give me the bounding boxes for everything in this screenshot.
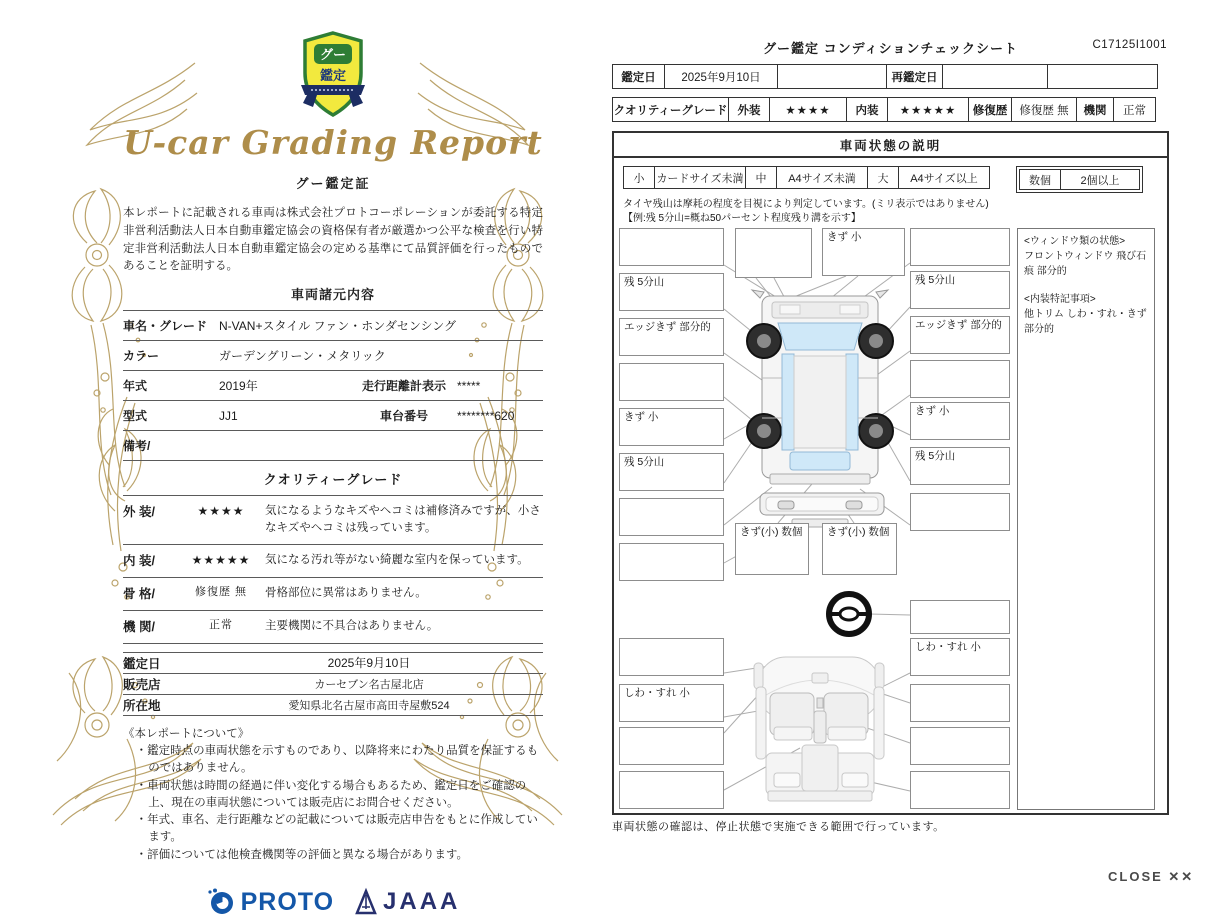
- info-value: カーセブン名古屋北店: [314, 678, 424, 691]
- badge-bottom-label: 鑑定: [319, 68, 347, 83]
- grade-row-exterior: [123, 495, 543, 543]
- damage-note-box: きず 小: [910, 402, 1010, 440]
- about-heading: 《本レポートについて》: [123, 727, 250, 740]
- quality-grade-summary-table: [612, 97, 1169, 122]
- exterior-label-cell: 外装: [728, 97, 770, 122]
- car-interior-view: [754, 657, 884, 801]
- spec-label: 備考/: [123, 439, 151, 454]
- damage-note-box: [910, 360, 1010, 398]
- grade-description: 気になる汚れ等がない綺麗な室内を保っています。: [265, 553, 529, 566]
- grade-row-interior: [123, 544, 543, 577]
- spec-value: 2019年: [219, 379, 258, 394]
- damage-note-box: エッジきず 部分的: [619, 318, 724, 356]
- redate-value-cell: [942, 64, 1048, 89]
- size-large-value: A4サイズ以上: [898, 166, 990, 189]
- count-value: 2個以上: [1060, 169, 1140, 190]
- jaaa-logo: [354, 888, 460, 916]
- damage-note-box: きず 小: [822, 228, 905, 276]
- grade-value: 修復歴 無: [194, 585, 248, 598]
- damage-note-box: [619, 228, 724, 266]
- redate-empty-cell: [1047, 64, 1158, 89]
- mechanical-value-cell: 正常: [1113, 97, 1156, 122]
- exterior-stars-cell: ★★★★: [769, 97, 847, 122]
- proto-logo-icon: [206, 888, 236, 916]
- size-medium-key: 中: [745, 166, 777, 189]
- grade-label: 骨 格/: [123, 586, 155, 601]
- window-status-value: フロントウィンドウ 飛び石痕 部分的: [1024, 251, 1147, 277]
- about-item: ・ 車両状態は時間の経過に伴い変化する場合もあるため、鑑定日をご確認の上、現在の車両状態については販売店にお問合せください。: [123, 778, 543, 813]
- grade-label: 内 装/: [123, 553, 155, 568]
- appraisal-info-table: [123, 652, 543, 716]
- spec-section-heading: 車両諸元内容: [290, 287, 375, 303]
- goo-kantei-badge: [297, 31, 369, 121]
- count-key: 数個: [1019, 169, 1061, 190]
- damage-note-box: [910, 493, 1010, 531]
- damage-note-box: [619, 727, 724, 765]
- certificate-intro-text: 本レポートに記載される車両は株式会社プロトコーポレーションが委託する特定非営利活動法人日本自動車鑑定協会の資格保有者が厳選かつ公平な検査を行い特定非営利活動法人日本自動車鑑定協会の定める基準にて品質評価を行ったものであることを証明する。: [123, 207, 543, 273]
- appraisal-date-table: [612, 64, 1169, 89]
- condition-section-heading: 車両状態の説明: [614, 133, 1167, 158]
- info-row-location: [123, 694, 543, 715]
- info-value: 2025年9月10日: [327, 656, 411, 671]
- info-value: 愛知県北名古屋市高田寺屋敷524: [288, 699, 450, 712]
- damage-note-box: [619, 543, 724, 581]
- sheet-code: C17125I1001: [1092, 39, 1167, 51]
- spec-label: カラー: [123, 349, 160, 364]
- damage-note-box: [910, 600, 1010, 634]
- spec-label: 車台番号: [379, 409, 428, 424]
- spec-label: 年式: [123, 379, 148, 394]
- spec-value: N-VAN+スタイル ファン・ホンダセンシング: [219, 319, 456, 334]
- info-label: 販売店: [123, 677, 161, 692]
- proto-logo-text: PROTO: [240, 887, 335, 916]
- about-item: ・ 評価については他検査機関等の評価と異なる場合があります。: [123, 847, 543, 864]
- spec-row-model: [123, 400, 543, 430]
- damage-note-box: [910, 727, 1010, 765]
- spec-row-year: [123, 370, 543, 400]
- spec-value: ********620: [457, 408, 515, 423]
- damage-note-box: 残 5分山: [910, 271, 1010, 309]
- size-small-value: カードサイズ未満: [654, 166, 746, 189]
- grading-certificate-page: [35, 25, 580, 916]
- grade-value: 正常: [209, 618, 233, 631]
- damage-note-box: [910, 771, 1010, 809]
- grade-description: 気になるようなキズやヘコミは補修済みですが、小さなキズやヘコミは残っています。: [265, 505, 541, 534]
- date-empty-cell: [777, 64, 887, 89]
- special-notes-panel: [1017, 228, 1155, 810]
- grade-section-heading: クオリティーグレード: [263, 472, 403, 488]
- date-value-cell: 2025年9月10日: [664, 64, 778, 89]
- damage-note-box: きず 小: [619, 408, 724, 446]
- grade-stars: ★★★★★: [191, 552, 251, 567]
- jaaa-logo-text: JAAA: [383, 888, 461, 916]
- size-medium-value: A4サイズ未満: [776, 166, 868, 189]
- damage-note-box: 残 5分山: [619, 273, 724, 311]
- jaaa-logo-icon: [354, 889, 378, 915]
- damage-note-box: [910, 228, 1010, 266]
- car-top-view: [747, 290, 893, 484]
- condition-check-sheet-page: [612, 38, 1169, 833]
- vehicle-condition-diagram: [614, 228, 1167, 813]
- grade-stars: ★★★★: [197, 504, 245, 519]
- info-label: 鑑定日: [123, 656, 161, 671]
- spec-label: 車名・グレード: [123, 319, 208, 334]
- grade-row-frame: [123, 577, 543, 610]
- spec-label: 型式: [123, 409, 148, 424]
- redate-label-cell: 再鑑定日: [886, 64, 943, 89]
- window-status-heading: <ウィンドウ類の状態>: [1024, 236, 1126, 247]
- info-row-dealer: [123, 673, 543, 694]
- spec-value: ガーデングリーン・メタリック: [219, 349, 386, 364]
- damage-note-box: 残 5分山: [619, 453, 724, 491]
- damage-note-box: エッジきず 部分的: [910, 316, 1010, 354]
- report-title-script: U-car Grading Report: [123, 123, 543, 162]
- proto-logo: [206, 888, 334, 917]
- interior-stars-cell: ★★★★★: [887, 97, 969, 122]
- info-row-date: [123, 652, 543, 673]
- mechanical-label-cell: 機関: [1076, 97, 1114, 122]
- grade-description: 主要機関に不具合はありません。: [265, 619, 439, 632]
- tire-tread-note: タイヤ残山は摩耗の程度を目視により判定しています。(ミリ表示ではありません) 【例:残 5分山=概ね50パーセント程度残り溝を示す】: [623, 199, 989, 224]
- damage-size-legend: [623, 166, 1167, 193]
- interior-notes-heading: <内装特記事項>: [1024, 294, 1096, 305]
- spec-row-color: [123, 340, 543, 370]
- damage-note-box: しわ・すれ 小: [910, 638, 1010, 676]
- sheet-title: グー鑑定 コンディションチェックシート: [763, 41, 1018, 56]
- condition-section-frame: [612, 131, 1169, 815]
- about-report-section: [123, 726, 543, 864]
- damage-note-box: きず(小) 数個: [735, 523, 809, 575]
- steering-wheel-icon: [829, 594, 869, 634]
- count-legend: [1016, 166, 1143, 193]
- grade-description: 骨格部位に異常はありません。: [265, 586, 427, 599]
- repair-label-cell: 修復歴: [968, 97, 1012, 122]
- certificate-subtitle: グー鑑定証: [295, 176, 371, 191]
- grade-label: 機 関/: [123, 619, 155, 634]
- damage-note-box: きず(小) 数個: [822, 523, 897, 575]
- inspection-scope-note: 車両状態の確認は、停止状態で実施できる範囲で行っています。: [612, 821, 945, 833]
- quality-grade-table: [123, 495, 543, 644]
- spec-row-name: [123, 310, 543, 340]
- repair-value-cell: 修復歴 無: [1011, 97, 1077, 122]
- spec-row-remarks: [123, 430, 543, 460]
- grade-title-cell: クオリティーグレード: [612, 97, 729, 122]
- size-large-key: 大: [867, 166, 899, 189]
- size-small-key: 小: [623, 166, 655, 189]
- damage-note-box: 残 5分山: [910, 447, 1010, 485]
- vehicle-spec-table: [123, 310, 543, 461]
- damage-note-box: [910, 684, 1010, 722]
- damage-note-box: [619, 498, 724, 536]
- info-label: 所在地: [123, 698, 161, 713]
- date-label-cell: 鑑定日: [612, 64, 665, 89]
- damage-note-box: [735, 228, 812, 278]
- close-button[interactable]: CLOSE ✕✕: [1108, 869, 1195, 884]
- damage-note-box: [619, 771, 724, 809]
- grade-label: 外 装/: [123, 505, 155, 520]
- about-item: ・ 鑑定時点の車両状態を示すものであり、以降将来にわたり品質を保証するものではありません。: [123, 743, 543, 778]
- interior-notes-value: 他トリム しわ・すれ・きず 部分的: [1024, 309, 1147, 335]
- spec-value: *****: [457, 378, 481, 393]
- spec-value: JJ1: [219, 408, 238, 423]
- grade-row-mechanical: [123, 610, 543, 643]
- spec-label: 走行距離計表示: [361, 379, 446, 394]
- interior-label-cell: 内装: [846, 97, 888, 122]
- damage-note-box: [619, 363, 724, 401]
- badge-top-label: グー: [319, 47, 347, 62]
- damage-note-box: [619, 638, 724, 676]
- damage-note-box: しわ・すれ 小: [619, 684, 724, 722]
- about-item: ・ 年式、車名、走行距離などの記載については販売店申告をもとに作成しています。: [123, 812, 543, 847]
